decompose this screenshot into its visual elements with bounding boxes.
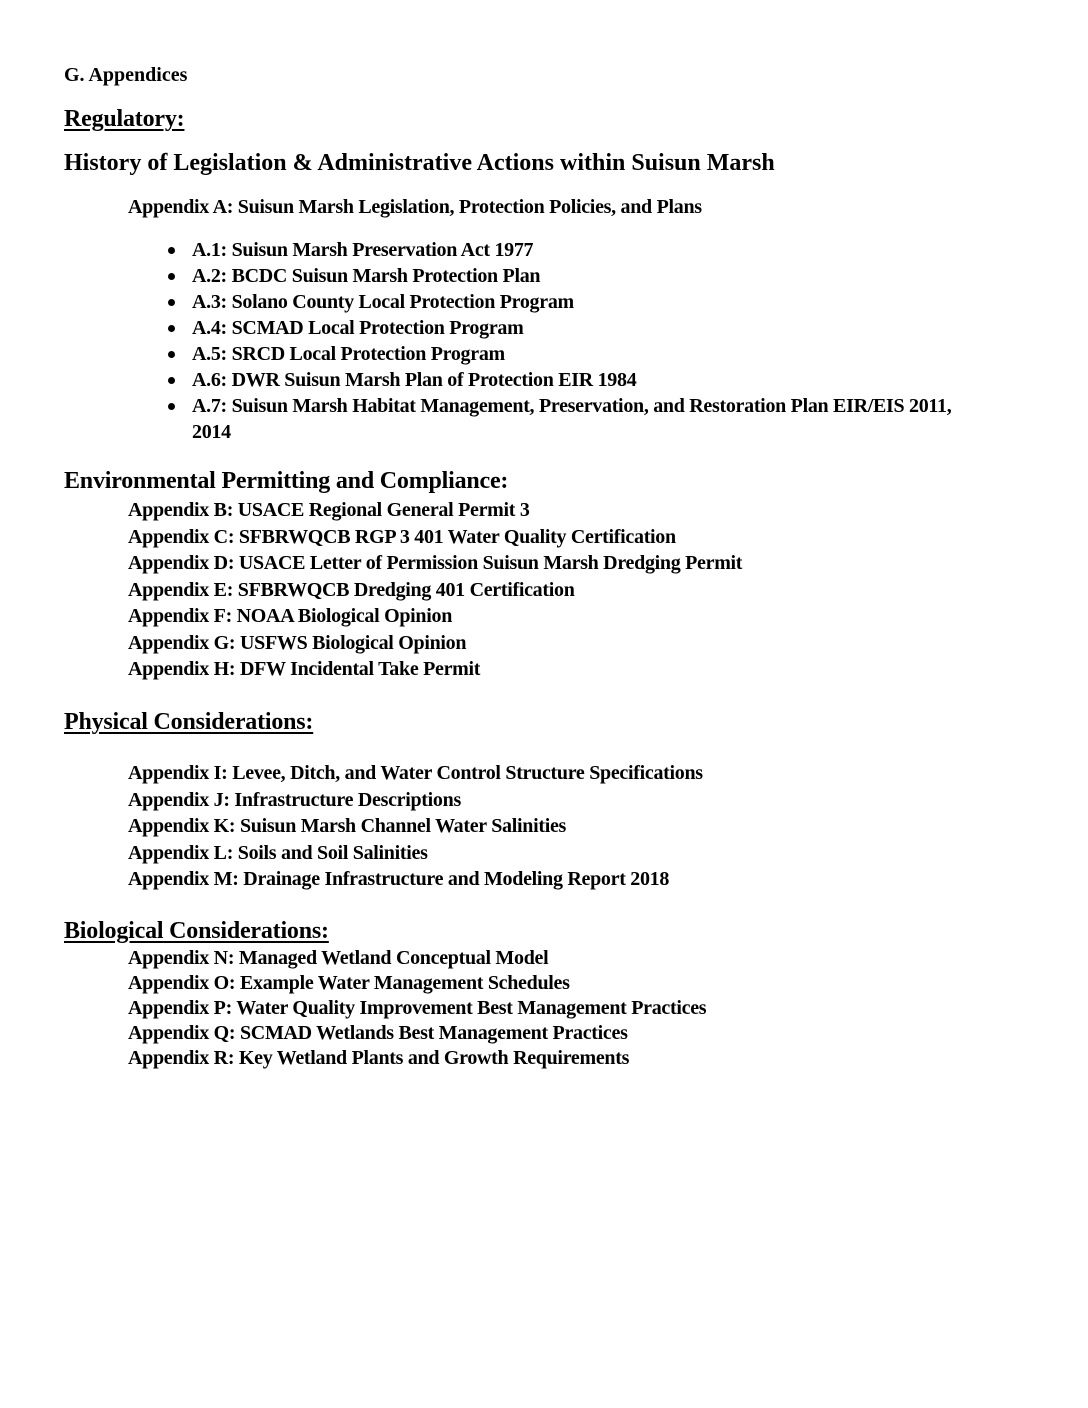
- biological-appendix-list: [128, 946, 706, 1071]
- bullet-icon: [168, 273, 175, 280]
- list-item: Appendix G: USFWS Biological Opinion: [128, 631, 467, 654]
- list-item: Appendix D: USACE Letter of Permission Suisun Marsh Dredging Permit: [128, 552, 743, 574]
- regulatory-heading: Regulatory:: [64, 106, 185, 132]
- bullet-icon: [168, 377, 175, 384]
- environmental-appendix-list: [128, 497, 742, 683]
- list-item: A.4: SCMAD Local Protection Program: [192, 315, 951, 341]
- list-item: A.6: DWR Suisun Marsh Plan of Protection EIR 1984: [192, 367, 951, 393]
- list-item: Appendix M: Drainage Infrastructure and Modeling Report 2018: [128, 868, 670, 890]
- list-item: Appendix R: Key Wetland Plants and Growth Requirements: [128, 1047, 630, 1069]
- list-item: Appendix K: Suisun Marsh Channel Water Salinities: [128, 815, 567, 837]
- list-item: A.7: Suisun Marsh Habitat Management, Preservation, and Restoration Plan EIR/EIS 2011, 2014: [192, 393, 951, 445]
- physical-heading: Physical Considerations:: [64, 709, 314, 735]
- bullet-icon: [168, 403, 175, 410]
- list-item: Appendix F: NOAA Biological Opinion: [128, 605, 453, 627]
- list-item: Appendix B: USACE Regional General Permit 3: [128, 499, 530, 521]
- list-item: Appendix E: SFBRWQCB Dredging 401 Certification: [128, 578, 575, 601]
- list-item: Appendix O: Example Water Management Schedules: [128, 972, 570, 994]
- list-item: Appendix Q: SCMAD Wetlands Best Management Practices: [128, 1022, 628, 1044]
- bullet-icon: [168, 351, 175, 358]
- bullet-icon: [168, 247, 175, 254]
- list-item: A.2: BCDC Suisun Marsh Protection Plan: [192, 263, 951, 289]
- list-item: A.5: SRCD Local Protection Program: [192, 341, 951, 367]
- environmental-heading: Environmental Permitting and Compliance:: [64, 468, 509, 494]
- list-item: A.3: Solano County Local Protection Program: [192, 289, 951, 315]
- appendix-a-bullet-list: [192, 237, 951, 445]
- list-item: Appendix J: Infrastructure Descriptions: [128, 788, 461, 811]
- appendix-a-title: Appendix A: Suisun Marsh Legislation, Protection Policies, and Plans: [128, 196, 702, 218]
- list-item: A.1: Suisun Marsh Preservation Act 1977: [192, 237, 951, 263]
- bullet-icon: [168, 299, 175, 306]
- biological-heading: Biological Considerations:: [64, 918, 329, 944]
- list-item: Appendix L: Soils and Soil Salinities: [128, 841, 428, 864]
- bullet-icon: [168, 325, 175, 332]
- history-heading: History of Legislation & Administrative Actions within Suisun Marsh: [64, 150, 775, 176]
- list-item: Appendix C: SFBRWQCB RGP 3 401 Water Quality Certification: [128, 525, 676, 548]
- list-item-continuation: 2014: [192, 421, 231, 443]
- physical-appendix-list: [128, 760, 703, 893]
- list-item: Appendix P: Water Quality Improvement Best Management Practices: [128, 997, 707, 1019]
- section-label: G. Appendices: [64, 64, 188, 86]
- list-item: Appendix N: Managed Wetland Conceptual Model: [128, 947, 549, 969]
- list-item: Appendix I: Levee, Ditch, and Water Control Structure Specifications: [128, 762, 703, 784]
- list-item: Appendix H: DFW Incidental Take Permit: [128, 658, 481, 680]
